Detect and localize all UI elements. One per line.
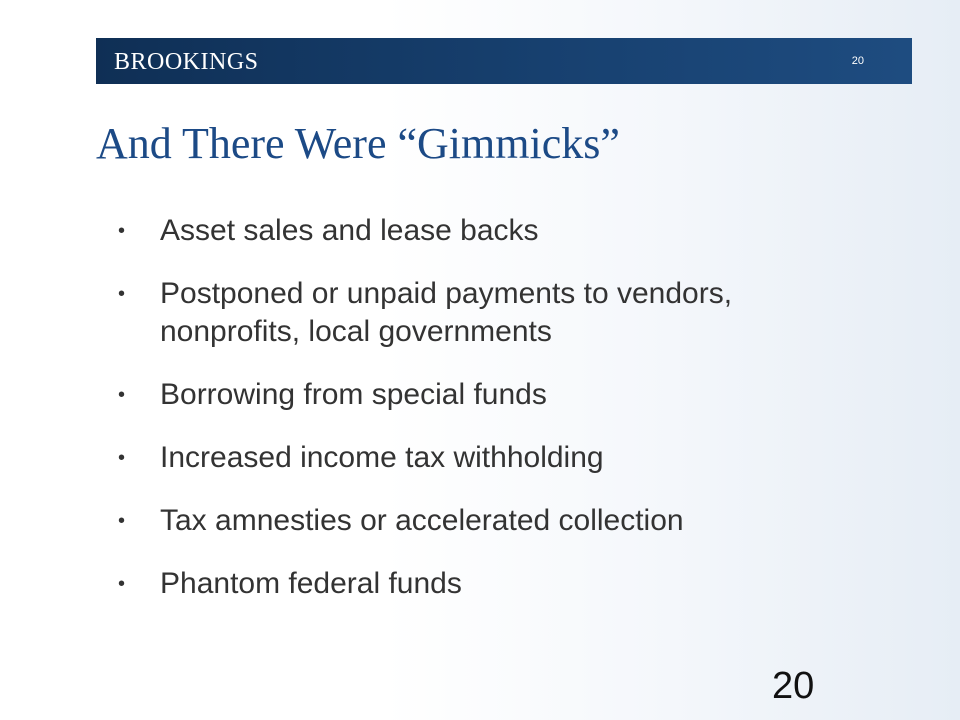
bullet-text: Phantom federal funds bbox=[160, 567, 462, 600]
bullet-text: Postponed or unpaid payments to vendors, nonprofits, local governments bbox=[160, 277, 733, 348]
bullet-item bbox=[118, 565, 878, 603]
bullet-icon: • bbox=[118, 283, 126, 305]
slide-title: And There Were “Gimmicks” bbox=[96, 119, 620, 168]
bullet-item bbox=[118, 502, 878, 540]
bullet-item bbox=[118, 439, 878, 477]
slide-number: 20 bbox=[772, 665, 815, 707]
bullet-icon: • bbox=[118, 384, 126, 406]
bullet-icon: • bbox=[118, 510, 126, 532]
bullet-icon: • bbox=[118, 447, 126, 469]
bullet-text: Increased income tax withholding bbox=[160, 441, 604, 474]
bullet-text: Asset sales and lease backs bbox=[160, 214, 539, 247]
bullet-item bbox=[118, 376, 878, 414]
bullet-text: Tax amnesties or accelerated collection bbox=[160, 504, 684, 537]
header-bar bbox=[96, 38, 912, 84]
bullet-item bbox=[118, 212, 878, 250]
bullet-icon: • bbox=[118, 220, 126, 242]
bullet-list bbox=[118, 212, 878, 628]
header-page-number: 20 bbox=[851, 55, 864, 67]
brand-logo-text: BROOKINGS bbox=[114, 49, 259, 75]
bullet-icon: • bbox=[118, 573, 126, 595]
bullet-text: Borrowing from special funds bbox=[160, 378, 547, 411]
bullet-item bbox=[118, 275, 878, 351]
